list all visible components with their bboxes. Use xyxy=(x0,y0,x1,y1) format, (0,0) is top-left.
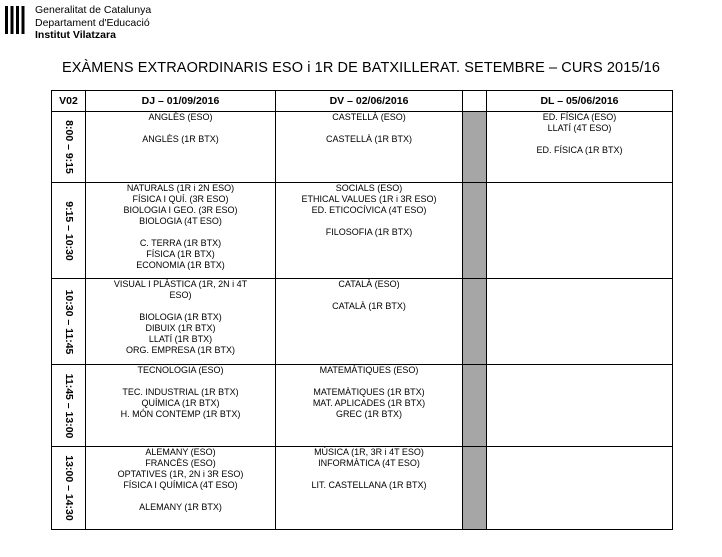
time-slot-label: 11:45 – 13:00 xyxy=(62,373,75,438)
exam-cell-dl xyxy=(487,112,673,183)
group-gap xyxy=(86,301,275,312)
exam-subject: FILOSOFIA (1R BTX) xyxy=(325,227,413,237)
exam-subject: H. MÓN CONTEMP (1R BTX) xyxy=(120,409,241,419)
group-gap xyxy=(487,134,672,145)
exam-cell-dv xyxy=(276,279,463,365)
time-slot-label: 10:30 – 11:45 xyxy=(62,289,75,354)
exam-subject: FÍSICA I QUÍMICA (4T ESO) xyxy=(123,480,238,490)
exam-subject: CASTELLÀ (1R BTX) xyxy=(325,134,413,144)
separator-column xyxy=(463,183,487,279)
table-header-row xyxy=(52,91,673,112)
time-slot-label: 8:00 – 9:15 xyxy=(62,120,75,174)
exam-cell-dj xyxy=(86,112,276,183)
separator-column xyxy=(463,365,487,447)
exam-subject: ORG. EMPRESA (1R BTX) xyxy=(125,345,236,355)
exam-subject: ED. ETICOCÍVICA (4T ESO) xyxy=(311,205,427,215)
separator-column xyxy=(463,279,487,365)
exam-subject: LIT. CASTELLANA (1R BTX) xyxy=(311,480,427,490)
document-title: EXÀMENS EXTRAORDINARIS ESO i 1R DE BATXILLERAT. SETEMBRE – CURS 2015/16 xyxy=(61,60,661,76)
time-slot-label: 13:00 – 14:30 xyxy=(62,455,75,521)
group-gap xyxy=(86,227,275,238)
exam-schedule-table xyxy=(51,90,673,530)
time-slot-cell xyxy=(52,365,86,447)
time-slot-cell xyxy=(52,112,86,183)
exam-subject: CATALÀ (1R BTX) xyxy=(332,301,406,311)
exam-cell-dj xyxy=(86,365,276,447)
version-code: V02 xyxy=(52,91,86,112)
exam-subject: DIBUIX (1R BTX) xyxy=(145,323,216,333)
exam-subject: MÚSICA (1R, 3R i 4T ESO) xyxy=(314,447,424,457)
table-row xyxy=(52,183,673,279)
exam-subject: OPTATIVES (1R, 2N i 3R ESO) xyxy=(117,469,244,479)
time-slot-cell xyxy=(52,447,86,530)
separator-column xyxy=(463,112,487,183)
exam-subject: QUÍMICA (1R BTX) xyxy=(141,398,220,408)
time-slot-cell xyxy=(52,279,86,365)
time-slot-cell xyxy=(52,183,86,279)
organization-header xyxy=(35,4,151,42)
exam-subject: BIOLOGIA (4T ESO) xyxy=(139,216,222,226)
exam-subject: GREC (1R BTX) xyxy=(335,409,402,419)
exam-subject: TECNOLOGIA (ESO) xyxy=(137,365,224,375)
exam-cell-dv xyxy=(276,365,463,447)
exam-subject: ANGLÈS (1R BTX) xyxy=(142,134,219,144)
day-header-dj: DJ – 01/09/2016 xyxy=(86,91,276,112)
separator-column xyxy=(463,91,487,112)
exam-subject: MATEMÀTIQUES (1R BTX) xyxy=(313,387,425,397)
exam-subject: ED. FÍSICA (1R BTX) xyxy=(536,145,623,155)
group-gap xyxy=(276,290,462,301)
exam-subject: ED. FÍSICA (ESO) xyxy=(542,112,617,122)
exam-subject: TEC. INDUSTRIAL (1R BTX) xyxy=(122,387,239,397)
exam-subject: BIOLOGIA I GEO. (3R ESO) xyxy=(123,205,238,215)
exam-cell-dj xyxy=(86,447,276,530)
exam-cell-dl xyxy=(487,365,673,447)
group-gap xyxy=(86,376,275,387)
exam-cell-dv xyxy=(276,183,463,279)
exam-subject: CASTELLÀ (ESO) xyxy=(332,112,406,122)
exam-cell-dj xyxy=(86,279,276,365)
org-line-department: Departament d'Educació xyxy=(35,16,150,29)
exam-subject: CATALÀ (ESO) xyxy=(338,279,400,289)
table-row xyxy=(52,112,673,183)
exam-subject: FRANCÈS (ESO) xyxy=(145,458,216,468)
exam-subject: BIOLOGIA (1R BTX) xyxy=(139,312,222,322)
table-row xyxy=(52,279,673,365)
exam-subject: ALEMANY (1R BTX) xyxy=(139,502,222,512)
exam-subject: FÍSICA (1R BTX) xyxy=(146,249,215,259)
exam-subject: LLATÍ (4T ESO) xyxy=(547,123,612,133)
group-gap xyxy=(276,469,462,480)
exam-subject: C. TERRA (1R BTX) xyxy=(139,238,222,248)
exam-cell-dl xyxy=(487,279,673,365)
exam-subject: MAT. APLICADES (1R BTX) xyxy=(312,398,426,408)
day-header-dl: DL – 05/06/2016 xyxy=(487,91,673,112)
exam-subject: SOCIALS (ESO) xyxy=(335,183,403,193)
exam-cell-dj xyxy=(86,183,276,279)
exam-subject: MATEMÀTIQUES (ESO) xyxy=(319,365,419,375)
exam-subject: FÍSICA I QUÍ. (3R ESO) xyxy=(132,194,229,204)
group-gap xyxy=(276,376,462,387)
exam-subject: ANGLÈS (ESO) xyxy=(148,112,213,122)
exam-cell-dl xyxy=(487,183,673,279)
exam-subject: ETHICAL VALUES (1R i 3R ESO) xyxy=(301,194,437,204)
group-gap xyxy=(276,123,462,134)
exam-cell-dl xyxy=(487,447,673,530)
org-line-generalitat: Generalitat de Catalunya xyxy=(35,4,152,16)
day-header-dv: DV – 02/06/2016 xyxy=(276,91,463,112)
separator-column xyxy=(463,447,487,530)
school-name: Institut Vilatzara xyxy=(35,29,116,41)
exam-cell-dv xyxy=(276,447,463,530)
exam-subject: ESO) xyxy=(169,290,192,300)
exam-subject: VISUAL I PLÀSTICA (1R, 2N i 4T xyxy=(113,279,248,289)
group-gap xyxy=(276,216,462,227)
time-slot-label: 9:15 – 10:30 xyxy=(62,200,75,261)
table-row xyxy=(52,447,673,530)
exam-subject: ALEMANY (ESO) xyxy=(145,447,216,457)
group-gap xyxy=(86,491,275,502)
table-row xyxy=(52,365,673,447)
exam-subject: LLATÍ (1R BTX) xyxy=(148,334,213,344)
exam-cell-dv xyxy=(276,112,463,183)
exam-subject: NATURALS (1R i 2N ESO) xyxy=(126,183,235,193)
exam-subject: ECONOMIA (1R BTX) xyxy=(136,260,225,270)
group-gap xyxy=(86,123,275,134)
exam-subject: INFORMÀTICA (4T ESO) xyxy=(318,458,420,468)
generalitat-stripes-icon xyxy=(4,6,26,34)
